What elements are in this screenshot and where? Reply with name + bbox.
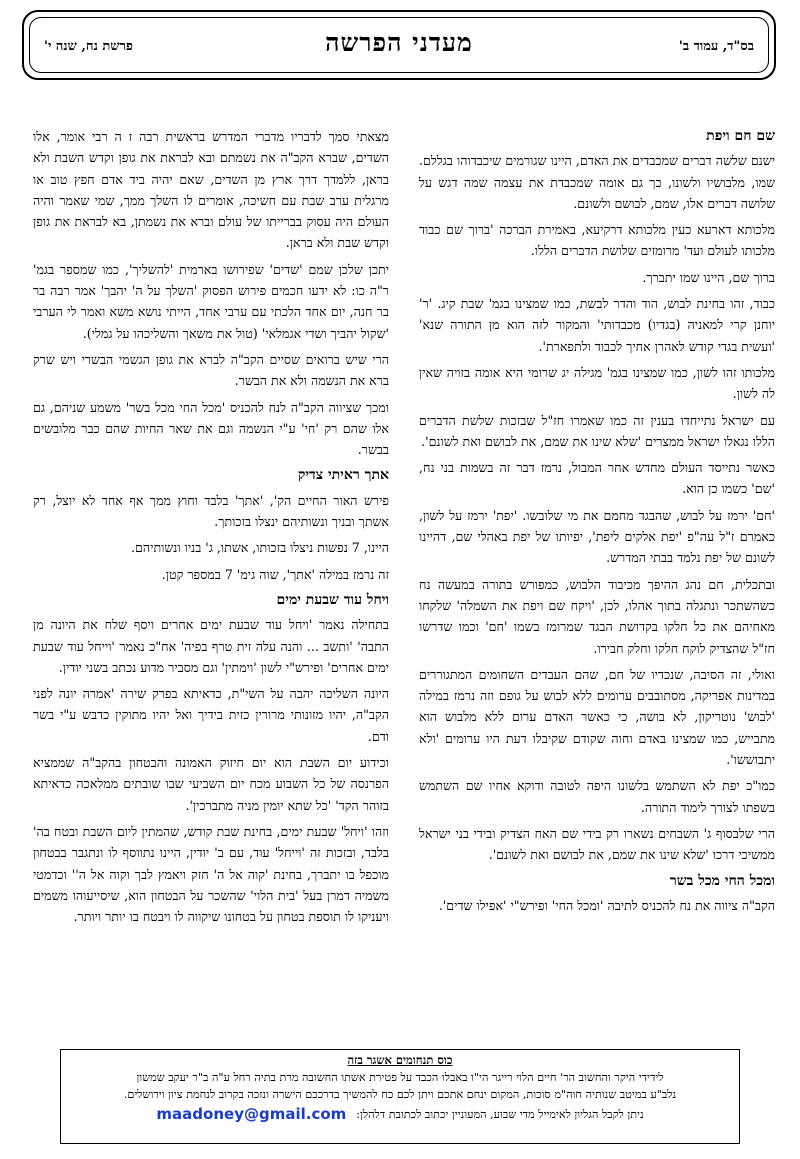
paragraph: מלכותו זהו לשון, כמו שמצינו בגמ' מגילה יג שרומי היא אומה בזויה שאין לה לשון. [419, 364, 775, 402]
paragraph: בתחילה נאמר 'ויחל עוד שבעת ימים אחרים ויסף שלח את היונה מן התבה' 'ותשב ... והנה עלה זית טרף בפיה' אח"כ נאמר 'וייחל עוד שבעת ימים אחרים' ופירש"י לשון 'וימתין' וגם מסביר מדוע נכתב בשני יודין. [33, 617, 389, 675]
contact-row [61, 1106, 739, 1123]
paragraph: 'חם' ירמז על לבוש, שהבגד מחמם את מי שלובשו. 'יפת' ירמז על לשון, כאמרם ז"ל עה"פ 'יפת אלקים ליפת', יפיותו של יפת באהלי שם, דהיינו לשונם של יפת נלמד בבתי המדרש. [419, 507, 775, 566]
paragraph: פירש האור החיים הק', 'אתך' בלבד וחוץ ממך אף אחד לא יוצל, רק אשתך ובניך ונשותיהם ינצלו בזכותך. [33, 492, 389, 530]
paragraph: וזהו 'ויחל' שבעת ימים, בחינת שבת קודש, שהמתין ליום השבת ובטח בה' בלבד, ובזכות זה 'וייחל' עוד, עם ב' יודין, היינו נתווסף לו ונתגבר בבטחון מוכפל בו יתברך, בחינת 'קוה אל ה' חזק ויאמץ לבך וקוה אל ה'' וכדמטי משמיה דמרן בעל 'בית הלוי' שהשכר על הבטחון הוא, שיסייעוהו משמים ויעניקו לו תוספת בטחון על בטחונו שיקווה לו ויבטח בו יותר ויותר. [33, 823, 389, 925]
section-heading: שם חם ויפת [706, 128, 775, 144]
condolence-line-2: נלב"ע במיטב שנותיה חוה"מ סוכות, המקום ינחם אתכם ויתן לכם כח להמשיך בדרככם הישרה ונזכה בקרוב לנחמת ציון וירושלים. [123, 1088, 677, 1101]
paragraph: ואולי, זה הסיבה, שנכדיו של חם, שהם העבדים השחומים המתגוררים במדינות אפריקה, מסתובבים ערומים ללא לבוש על גופם וזה נרמז במילה 'לבוש' נוטריקון, לא בושה, כי כאשר האדם ערום ללא מלבוש הוא מתבייש, כמו שמצינו באדם וחוה שקודם שקיבלו דעת היו ערומים 'ולא יתבוששו'. [419, 666, 775, 768]
paragraph: ברוך שם, היינו שמו יתברך. [642, 269, 775, 285]
page-title: מעדני הפרשה [325, 28, 473, 57]
paragraph: וכידוע יום השבת הוא יום חיזוק האמונה והבטחון בהקב"ה שממציא הפרנסה של כל השבוע מכח יום השביעי שבו שובתים ממלאכה כדאיתא בזוהר הקד' 'כל שתא יומין מניה מתברכין'. [33, 755, 389, 813]
paragraph: ובתכלית, חם נהג ההיפך מכיבוד הלבוש, כמפורש בתורה במעשה נח כשהשתכר ונתגלה בתוך אהלו, לכן, 'ויקח שם ויפת את השמלה' שלקחו מאחיהם את כל חלקו בקדושת הבגד שמרומז בשמו 'חם' וכמו שדרשו חז"ל שהצדיק לוקח חלקו וחלק חבירו. [419, 576, 775, 656]
paragraph: יתכן שלכן שמם 'שדים' שפירושו בארמית 'להשליך', כמו שמספר בגמ' ר"ה כו: לא ידעו חכמים פירוש הפסוק 'השלך על ה' יהבך' אמר רבה בר בר חנה, יום אחד הלכתי עם ערבי אחד, הייתי נושא משא ואמר לי הערבי 'שקול יהביך ושדי אגמלאי' (טול את משאך והשליכהו על גמלי). [33, 261, 389, 341]
paragraph: היינו, 7 נפשות ניצלו בזכותו, אשתו, ג' בניו ונשותיהם. [131, 540, 389, 556]
paragraph: ישנם שלשה דברים שמכבדים את האדם, היינו שגורמים שיכבדוהו בגללם. שמו, מלבושיו ולשונו, כך גם אומה שמכבדת את עצמה שמה דגש על שלושה דברים אלו, שמם, לבושם ולשונם. [419, 153, 775, 211]
paragraph: זה נרמז במילה 'אתך', שוה גימ' 7 במספר קטן. [161, 566, 389, 582]
paragraph: הרי שלבסוף ג' השבחים נשארו רק בידי שם האח הצדיק ובידי בני ישראל ממשיכי דרכו 'שלא שינו את שמם, את לבושם ואת לשונם'. [419, 825, 775, 863]
header-inner-frame [29, 17, 769, 73]
email-link[interactable]: maadoney@gmail.com [156, 1105, 347, 1123]
left-column [33, 126, 389, 1046]
paragraph: הרי שיש ברואים שסיים הקב"ה לברא את גופן הגשמי הבשרי ויש שרק ברא את הנשמה ולא את הבשר. [33, 351, 389, 389]
paragraph: כמו"כ יפת לא השתמש בלשונו היפה לטובה ודוקא אחיו שם השתמש בשפתו לצורך לימוד התורה. [419, 778, 775, 815]
condolence-title: כוס תנחומים אשגר בזה [347, 1053, 453, 1067]
header-page-info: בס"ד, עמוד ב' [678, 39, 754, 54]
paragraph: מצאתי סמך לדבריו מדברי המדרש בראשית רבה ז ה רבי אומר, אלו השדים, שברא הקב"ה את נשמתם ובא לבראת את גופן וקדש השבת ולא בראן, ללמדך דרך ארץ מן השדים, שאם יהיה ביד אדם חפץ טוב או מרגלית ערב שבת עם חשיכה, אומרים לו השלך ממך, שמי שאמר והיה העולם היה עסוק בברייתו של עולם וברא את נשמתן, בא לבראת את גופן וקדש שבת ולא בראן. [33, 129, 389, 251]
condolence-line-1: לידידי היקר והחשוב הר' חיים הלוי רייגר הי"ו באבלו הכבד על פטירת אשתו החשובה מרת בתיה רחל ע"ה ב"ר יעקב שמשון [136, 1071, 664, 1084]
section-heading: אתך ראיתי צדיק [297, 467, 389, 484]
right-column [419, 126, 775, 1046]
contact-text: ניתן לקבל הגליון לאימייל מדי שבוע, המעוניין יכתוב לכתובת דלהלן: [356, 1108, 644, 1121]
paragraph: ומכך שציווה הקב"ה לנח להכניס 'מכל החי מכל בשר' משמע שניהם, גם אלו שהם רק 'חי' ע"י הנשמה וגם את שאר החיות שהם כבר מלובשים בבשר. [33, 399, 389, 458]
section-heading: ויחל עוד שבעת ימים [276, 591, 389, 608]
paragraph: כאשר נתייסד העולם מחדש אחר המבול, נרמז דבר זה בשמות בני נח, 'שם' כשמו כן הוא. [419, 460, 775, 497]
paragraph: היונה השליכה יהבה על השי"ת, כדאיתא בפרק שירה 'אמרה יונה לפני הקב"ה, יהיו מזונותי מרורין כזית בידיך ואל יהיו מתוקין כדבש ע"י בשר ודם. [33, 686, 389, 744]
header-parsha-info: פרשת נח, שנה י' [44, 39, 133, 54]
condolence-box [60, 1049, 740, 1144]
section-heading: ומכל החי מכל בשר [669, 872, 775, 889]
paragraph: מלכותא דארעא כעין מלכותא דרקיעא, באמירת הברכה 'ברוך שם כבוד מלכותו לעולם ועד' מרומזים שלושת הדברים הללו. [419, 222, 775, 259]
paragraph: עם ישראל נתייחדו בענין זה כמו שאמרו חז"ל שבזכות שלשת הדברים הללו נגאלו ישראל ממצרים 'שלא שינו את שמם, את לבושם ואת לשונם'. [419, 412, 775, 449]
paragraph: כבוד, זהו בחינת לבוש, הוד והדר לבשת, כמו שמצינו בגמ' שבת קיג. 'ר' יוחנן קרי למאניה (בגדיו) מכבדותי' והמקור לזה הוא מן התורה שנא' 'ועשית בגדי קודש לאהרן אחיך לכבוד ולתפארת'. [419, 296, 775, 354]
header-frame [22, 10, 776, 80]
paragraph: הקב"ה ציווה את נח להכניס לתיבה 'ומכל החי' ופירש"י 'אפילו שדים'. [438, 897, 775, 913]
